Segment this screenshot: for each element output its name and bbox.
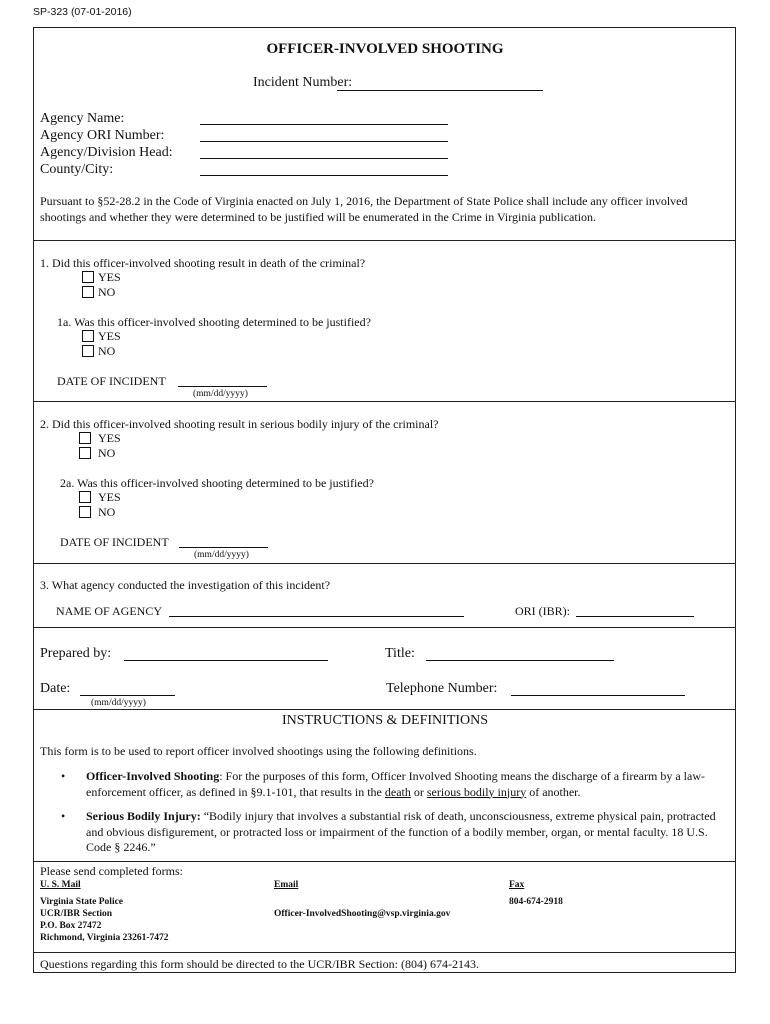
agency-ori-label: Agency ORI Number: — [40, 128, 165, 143]
bullet-dot: • — [61, 809, 66, 823]
incident-number-field[interactable] — [337, 76, 543, 91]
fax-heading: Fax — [509, 880, 525, 890]
divider — [33, 952, 736, 953]
q2-no-label: NO — [98, 446, 116, 460]
title-field[interactable] — [426, 646, 614, 661]
form-title: OFFICER-INVOLVED SHOOTING — [266, 41, 504, 57]
incident-number-label: Incident Number: — [253, 75, 353, 90]
question-2a: 2a. Was this officer-involved shooting determined to be justified? — [60, 476, 374, 490]
agency-name-field[interactable] — [200, 111, 448, 125]
prepared-by-label: Prepared by: — [40, 646, 112, 661]
mail-line: Virginia State Police — [40, 897, 124, 907]
telephone-field[interactable] — [511, 681, 685, 696]
divider — [33, 709, 736, 710]
title-label: Title: — [385, 646, 415, 661]
divider — [33, 563, 736, 564]
q1-date-label: DATE OF INCIDENT — [57, 374, 166, 388]
bullet-dot: • — [61, 769, 66, 783]
instructions-heading: INSTRUCTIONS & DEFINITIONS — [281, 713, 489, 728]
date-format: (mm/dd/yyyy) — [91, 698, 146, 708]
instructions-intro: This form is to be used to report officer involved shootings using the following definitions. — [40, 744, 477, 758]
date-label: Date: — [40, 681, 71, 696]
county-city-label: County/City: — [40, 162, 114, 177]
agency-ori-field[interactable] — [200, 128, 448, 142]
q2-date-label: DATE OF INCIDENT — [60, 535, 169, 549]
question-1: 1. Did this officer-involved shooting result in death of the criminal? — [40, 256, 366, 270]
mail-line: UCR/IBR Section — [40, 909, 113, 919]
email-address: Officer-InvolvedShooting@vsp.virginia.gov — [274, 909, 451, 919]
mail-line: Richmond, Virginia 23261-7472 — [40, 933, 169, 943]
email-heading: Email — [274, 880, 299, 890]
question-1a: 1a. Was this officer-involved shooting determined to be justified? — [57, 315, 371, 329]
question-2: 2. Did this officer-involved shooting result in serious bodily injury of the criminal? — [40, 417, 439, 431]
q2a-yes-checkbox[interactable] — [79, 491, 91, 503]
definition-serious-bodily-injury: Serious Bodily Injury: “Bodily injury that involves a substantial risk of death, unconsciousness, extreme physical pain, protracted and obvious disfigurement, or protracted loss or impairment of the function of a bodily member, organ, or mental faculty. 18 U.S. Code § 2246.” — [86, 809, 716, 854]
mail-line: P.O. Box 27472 — [40, 921, 102, 931]
prepared-by-field[interactable] — [124, 646, 328, 661]
divider — [33, 240, 736, 241]
q1-yes-label: YES — [98, 270, 121, 284]
question-3: 3. What agency conducted the investigation of this incident? — [40, 578, 331, 592]
fax-number: 804-674-2918 — [509, 897, 563, 907]
q2a-no-label: NO — [98, 505, 116, 519]
q2-date-field[interactable] — [179, 535, 268, 548]
date-field[interactable] — [80, 681, 175, 696]
agency-name-label: Agency Name: — [40, 111, 125, 126]
q2-yes-checkbox[interactable] — [79, 432, 91, 444]
q1-no-checkbox[interactable] — [82, 286, 94, 298]
ori-ibr-label: ORI (IBR): — [515, 604, 570, 618]
q1a-no-checkbox[interactable] — [82, 345, 94, 357]
q2-no-checkbox[interactable] — [79, 447, 91, 459]
intro-paragraph: Pursuant to §52-28.2 in the Code of Virginia enacted on July 1, 2016, the Department of State Police shall include any officer involved shootings and whether they were determined to be justified will be enumerated in the Crime in Virginia publication. — [40, 194, 688, 224]
q1a-no-label: NO — [98, 344, 116, 358]
q2a-yes-label: YES — [98, 490, 121, 504]
divider — [33, 627, 736, 628]
agency-head-label: Agency/Division Head: — [40, 145, 173, 160]
q1-yes-checkbox[interactable] — [82, 271, 94, 283]
q2a-no-checkbox[interactable] — [79, 506, 91, 518]
q1-no-label: NO — [98, 285, 116, 299]
send-forms-label: Please send completed forms: — [40, 864, 183, 878]
county-city-field[interactable] — [200, 162, 448, 176]
q1a-yes-label: YES — [98, 329, 121, 343]
q1-date-format: (mm/dd/yyyy) — [193, 389, 248, 399]
telephone-label: Telephone Number: — [386, 681, 498, 696]
definition-officer-involved-shooting: Officer-Involved Shooting: For the purposes of this form, Officer Involved Shooting means the discharge of a firearm by a law-enforcement officer, as defined in §9.1-101, that results in the death or serious bodily injury of another. — [86, 769, 705, 799]
name-of-agency-field[interactable] — [169, 604, 464, 617]
q2-date-format: (mm/dd/yyyy) — [194, 550, 249, 560]
mail-heading: U. S. Mail — [40, 880, 81, 890]
form-id: SP-323 (07-01-2016) — [33, 6, 132, 18]
divider — [33, 401, 736, 402]
q1a-yes-checkbox[interactable] — [82, 330, 94, 342]
divider — [33, 861, 736, 862]
questions-footer: Questions regarding this form should be directed to the UCR/IBR Section: (804) 674-2143. — [40, 957, 479, 971]
agency-head-field[interactable] — [200, 145, 448, 159]
name-of-agency-label: NAME OF AGENCY — [56, 604, 163, 618]
ori-ibr-field[interactable] — [576, 604, 694, 617]
q2-yes-label: YES — [98, 431, 121, 445]
q1-date-field[interactable] — [178, 374, 267, 387]
